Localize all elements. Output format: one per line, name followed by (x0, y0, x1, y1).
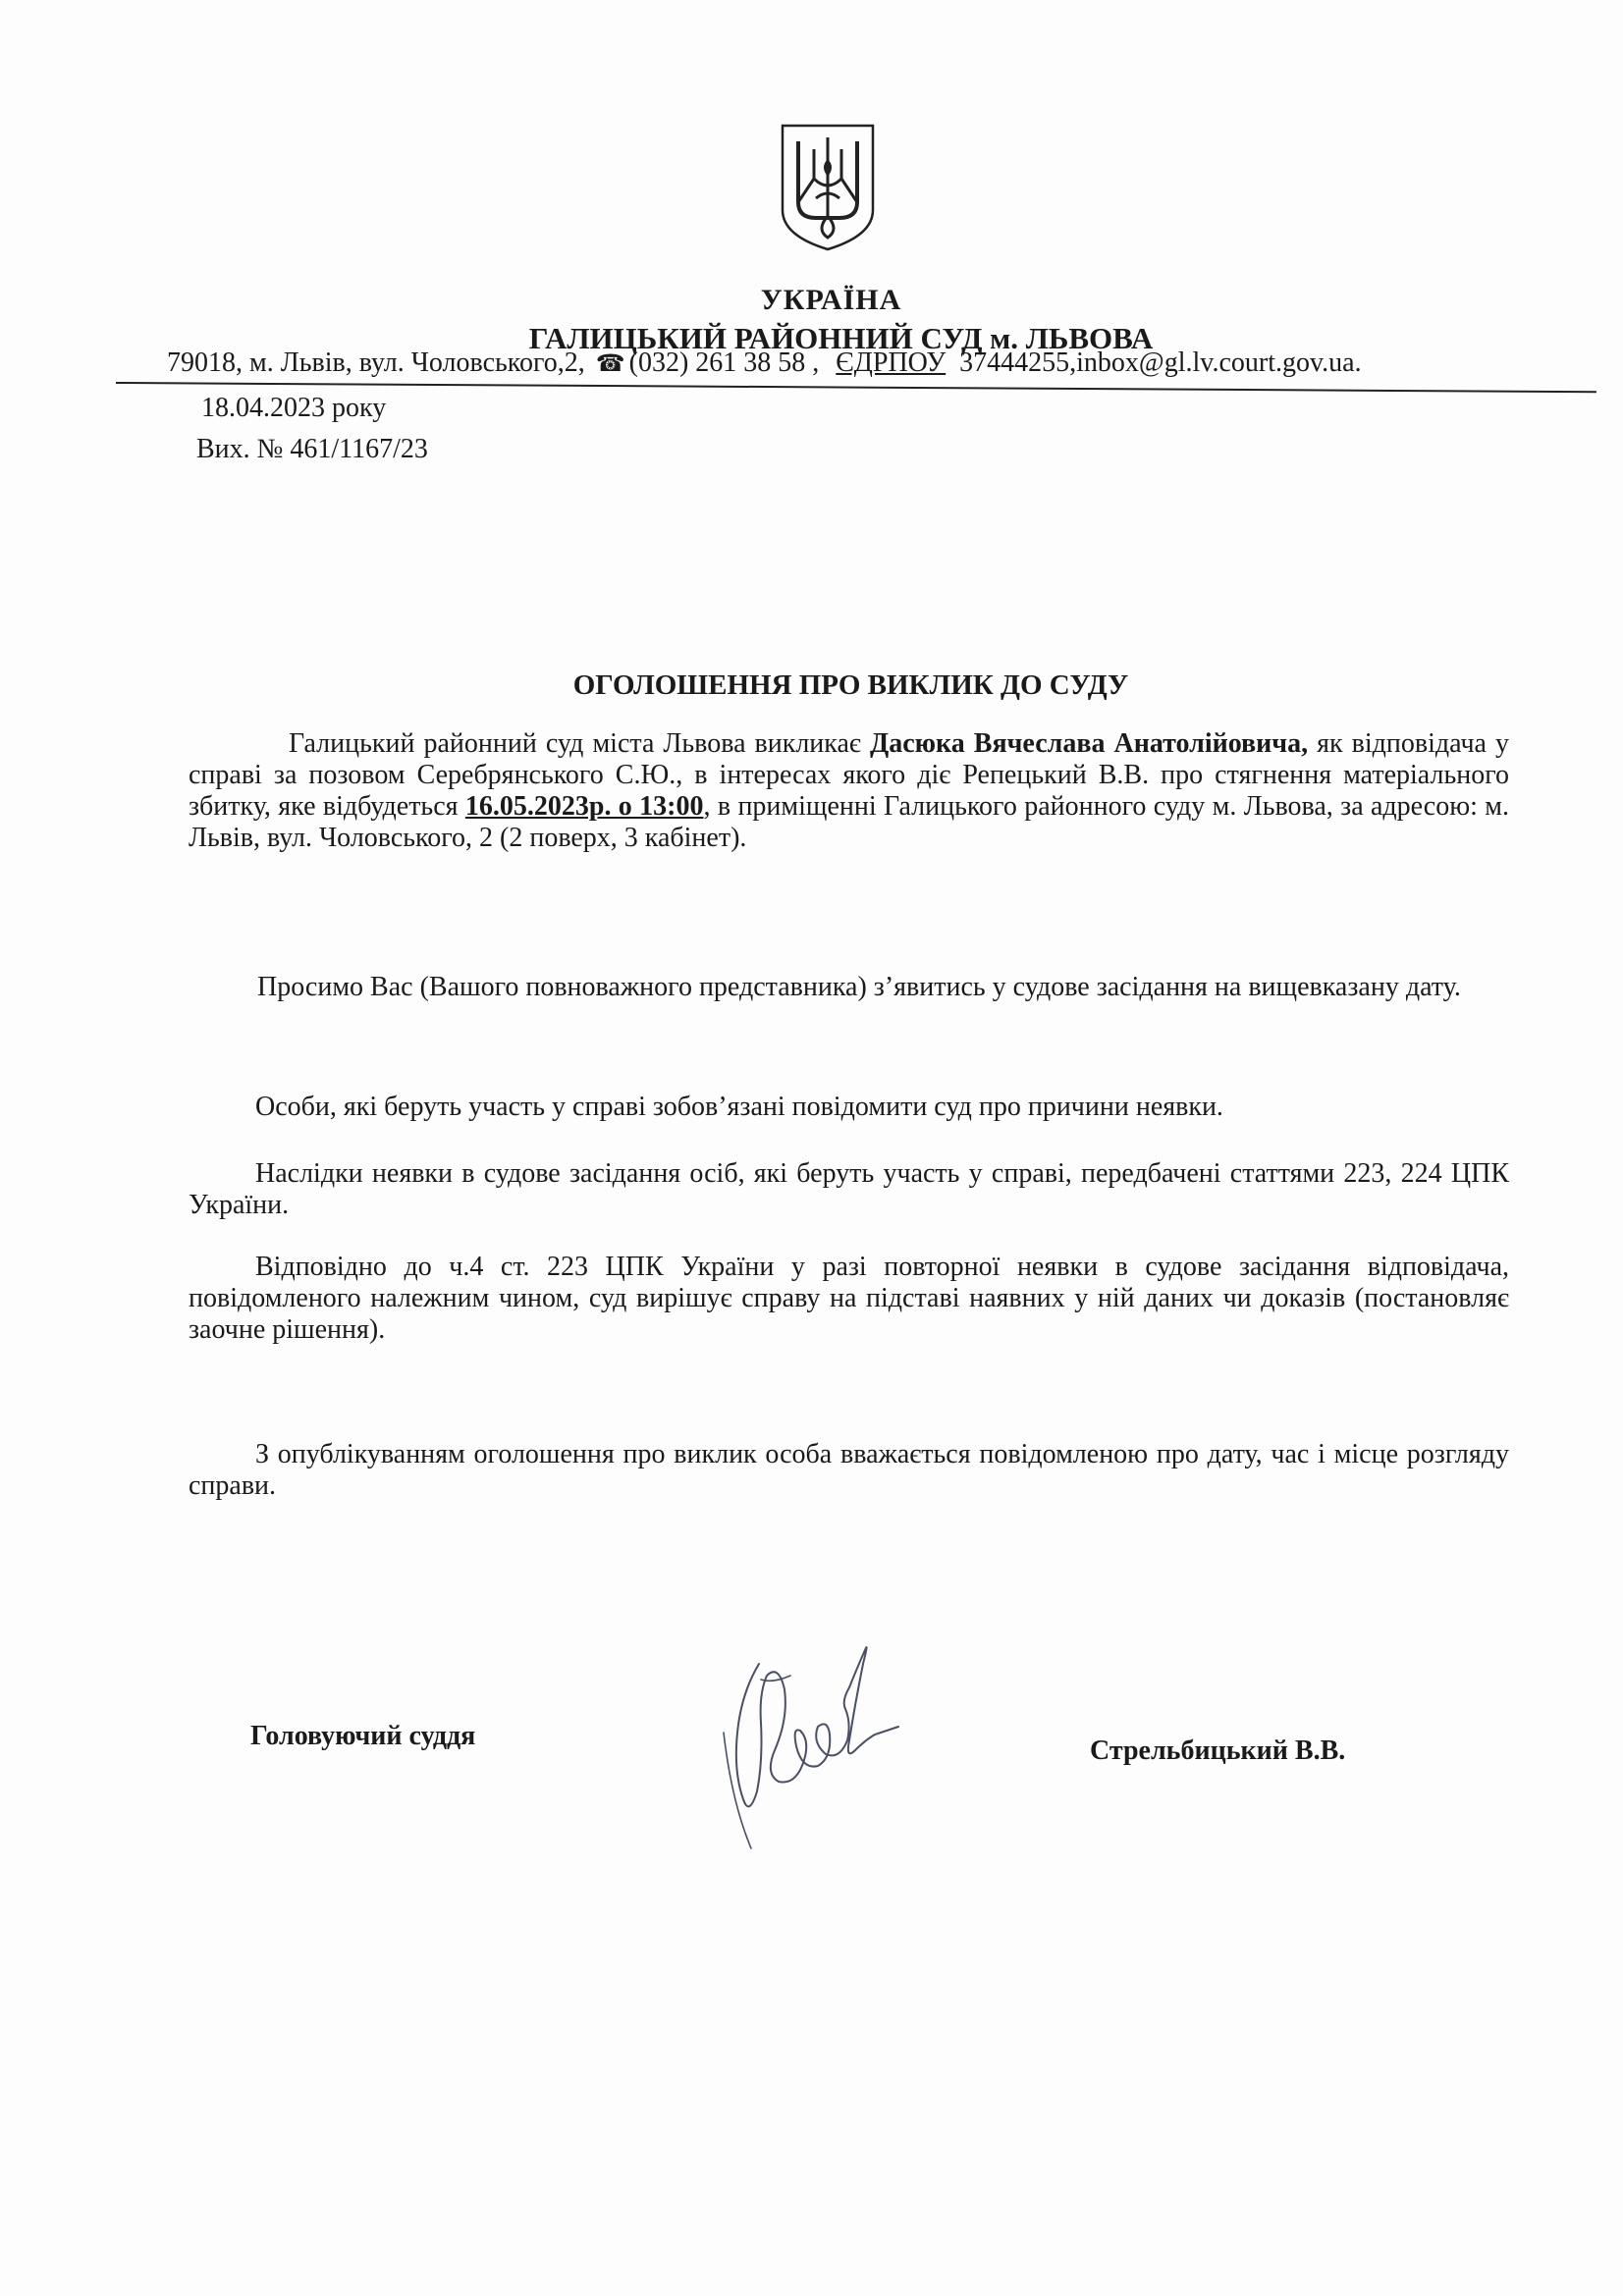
paragraph-default-judgment: Відповідно до ч.4 ст. 223 ЦПК України у разі повторної неявки в судове засідання відповідача, повідомленого належним чином, суд вирішує справу на підставі наявних у ній даних чи доказів (постановляє заочне рішення). (189, 1252, 1509, 1345)
edrpou-and-email: 37444255,inbox@gl.lv.court.gov.ua. (959, 347, 1362, 378)
hearing-datetime: 16.05.2023р. о 13:00 (464, 791, 704, 822)
paragraph-publication: З опублікуванням оголошення про виклик особа вважається повідомленою про дату, час і місце розгляду справи. (189, 1439, 1509, 1501)
summons-text-end: , в приміщенні Галицького районного суду м. Львова, за адресою: м. Львів, вул. Чоловського, 2 (2 поверх, 3 кабінет). (189, 791, 1509, 853)
outgoing-number: Вих. № 461/1167/23 (196, 434, 428, 464)
paragraph-request: Просимо Вас (Вашого повноважного представника) з’явитись у судове засідання на вищевказану дату. (257, 972, 1461, 1002)
court-heading: ГАЛИЦЬКИЙ РАЙОННИЙ СУД м. ЛЬВОВА (528, 321, 1154, 355)
document-date: 18.04.2023 року (201, 393, 387, 423)
coat-of-arms-icon (777, 120, 879, 253)
signature-title: Головуючий суддя (250, 1721, 476, 1751)
paragraph-consequences: Наслідки неявки в судове засідання осіб, які беруть участь у справі, передбачені статтями 223, 224 ЦПК України. (189, 1158, 1509, 1220)
paragraph-obligation: Особи, які беруть участь у справі зобов’язані повідомити суд про причини неявки. (255, 1092, 1223, 1122)
court-address: 79018, м. Львів, вул. Чоловського,2, (167, 347, 585, 378)
court-address-line (167, 347, 1581, 379)
header-divider (116, 382, 1596, 393)
handwritten-signature (702, 1625, 908, 1860)
country-heading: УКРАЇНА (760, 284, 902, 316)
summons-text-middle: як відповідача у справі за позовом Серебрянського С.Ю., в інтересах якого діє Репецький В.В. про стягнення матеріального збитку, яке відбудеться (189, 728, 1509, 822)
notice-title: ОГОЛОШЕННЯ ПРО ВИКЛИК ДО СУДУ (572, 669, 1129, 701)
paragraph-summons (189, 728, 1509, 854)
defendant-name: Дасюка Вячеслава Анатолійовича, (869, 728, 1309, 759)
judge-name: Стрельбицький В.В. (1090, 1735, 1346, 1766)
court-phone: (032) 261 38 58 , (628, 347, 820, 378)
edrpou-label: ЄДРПОУ (836, 347, 947, 378)
summons-text-start: Галицький районний суд міста Львова викликає (289, 728, 870, 759)
phone-icon: ☎ (595, 351, 625, 377)
